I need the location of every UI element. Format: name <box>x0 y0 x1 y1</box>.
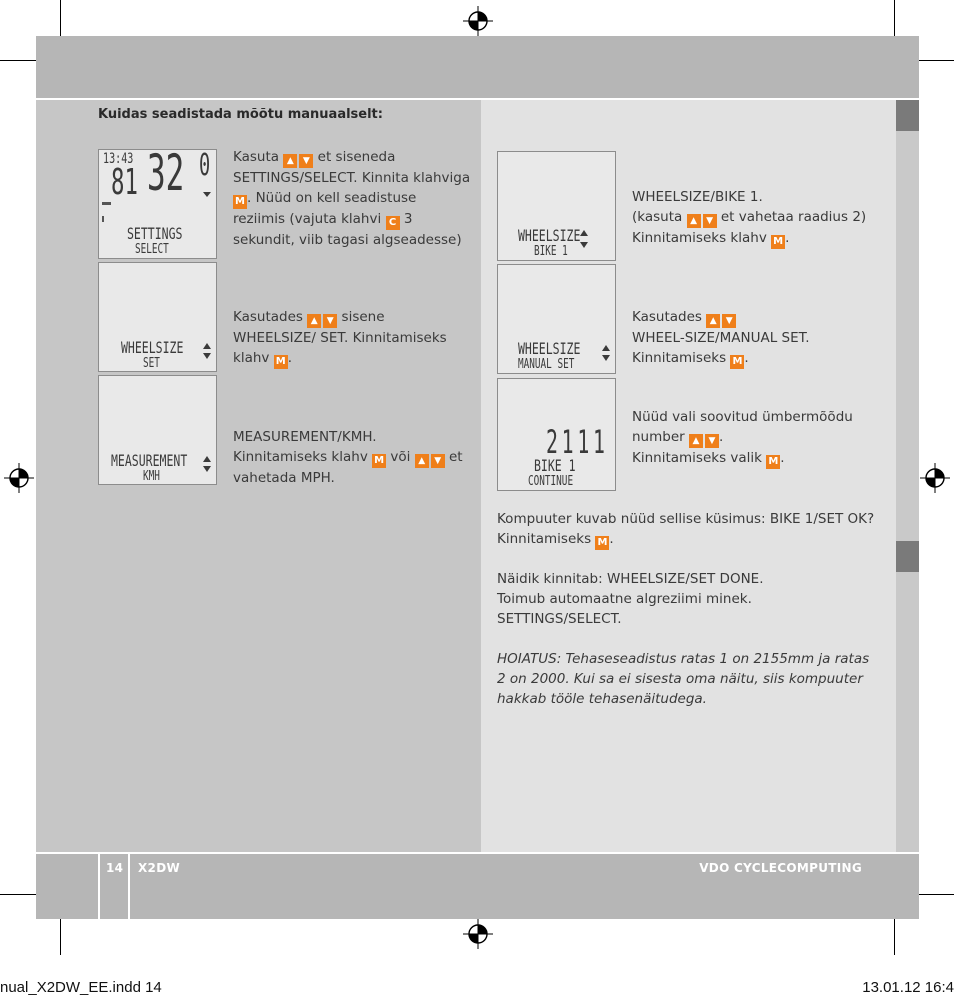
mode-key-icon: M <box>233 195 247 209</box>
down-arrow-icon <box>99 150 218 260</box>
step-description: Kasuta ▲▼ et siseneda SETTINGS/SELECT. Kinnita klahviga M . Nüüd on kell seadistuse reziimis (vajuta klahvi C 3 sekundit, viib tagasi algseadesse) <box>233 147 471 250</box>
model-name: X2DW <box>138 861 180 875</box>
down-key-icon <box>703 214 717 228</box>
section-heading: Kuidas seadistada mõõtu manuaalselt: <box>98 107 383 122</box>
crop-mark <box>60 0 61 36</box>
down-key-icon <box>299 154 313 168</box>
section-tab <box>896 100 919 131</box>
mode-key-icon: M <box>730 355 744 369</box>
display-odometer: 81 <box>111 162 138 203</box>
up-key-icon <box>687 214 701 228</box>
display-line1: WHEELSIZE <box>121 338 184 357</box>
display-line2: SELECT <box>135 242 169 257</box>
display-line1: SETTINGS <box>127 224 183 243</box>
divider <box>98 854 100 921</box>
display-bike1-continue <box>497 378 616 491</box>
section-tab <box>896 541 919 572</box>
display-line1: WHEELSIZE <box>518 226 581 245</box>
display-wheelsize-set <box>98 262 217 372</box>
display-line2: BIKE 1 <box>534 244 568 259</box>
up-key-icon <box>307 314 321 328</box>
crop-mark <box>894 0 895 36</box>
up-down-arrows-icon <box>99 263 218 373</box>
display-wheelsize-manual-set <box>497 264 616 374</box>
down-key-icon <box>431 454 445 468</box>
page-footer <box>36 852 919 919</box>
display-measurement-kmh <box>98 375 217 485</box>
mode-key-icon: M <box>372 454 386 468</box>
file-slug: nual_X2DW_EE.indd 14 <box>0 979 162 996</box>
display-wheelsize-bike1 <box>497 151 616 261</box>
clear-key-icon: C <box>386 216 400 230</box>
crop-mark <box>894 919 895 955</box>
registration-mark-icon <box>920 463 950 493</box>
mode-key-icon: M <box>766 455 780 469</box>
step-description: Nüüd vali soovitud ümbermõõdu number ▲▼ . Kinnitamiseks valik M . <box>632 407 882 469</box>
crop-mark <box>918 894 954 895</box>
display-line1: BIKE 1 <box>534 456 576 475</box>
done-paragraph: Näidik kinnitab: WHEELSIZE/SET DONE. Toimub automaatne algreziimi minek. SETTINGS/SELECT. <box>497 571 764 627</box>
step-description: MEASUREMENT/KMH. Kinnitamiseks klahv M või ▲▼ et vahetada MPH. <box>233 427 471 488</box>
crop-mark <box>60 919 61 955</box>
up-down-arrows-icon <box>498 152 617 262</box>
up-down-arrows-icon <box>99 376 218 486</box>
up-key-icon <box>283 154 297 168</box>
step-description: Kasutades ▲▼ sisene WHEELSIZE/ SET. Kinnitamiseks klahv M . <box>233 307 471 369</box>
up-key-icon <box>415 454 429 468</box>
display-line2: SET <box>143 356 160 371</box>
date-slug: 13.01.12 16:4 <box>862 979 954 996</box>
mode-key-icon: M <box>595 536 609 550</box>
step-description: Kasutades ▲▼ WHEEL-SIZE/MANUAL SET. Kinnitamiseks M . <box>632 307 882 369</box>
display-line1: MEASUREMENT <box>111 451 188 470</box>
registration-mark-icon <box>463 6 493 36</box>
up-key-icon <box>689 434 703 448</box>
display-line1: WHEELSIZE <box>518 339 581 358</box>
page-number: 14 <box>106 861 124 875</box>
display-value: 2111 <box>546 423 609 461</box>
registration-mark-icon <box>4 463 34 493</box>
header-band <box>36 36 919 98</box>
down-key-icon <box>705 434 719 448</box>
display-speed: 32 <box>147 144 185 202</box>
divider <box>128 854 130 921</box>
mode-key-icon: M <box>274 355 288 369</box>
up-key-icon <box>706 314 720 328</box>
crop-mark <box>918 60 954 61</box>
display-line2: KMH <box>143 469 160 484</box>
confirm-paragraph: Kompuuter kuvab nüüd sellise küsimus: BIKE 1/SET OK? Kinnitamiseks M . <box>497 511 875 548</box>
up-down-arrows-icon <box>498 265 617 375</box>
step-description: WHEELSIZE/BIKE 1. (kasuta ▲▼ et vahetaa raadius 2) Kinnitamiseks klahv M . <box>632 187 882 249</box>
side-strip <box>896 100 919 852</box>
crop-mark <box>0 894 36 895</box>
warning-paragraph: HOIATUS: Tehaseseadistus ratas 1 on 2155mm ja ratas 2 on 2000. Kui sa ei sisesta oma näitu, siis kompuuter hakkab tööle tehasenäitudega. <box>497 651 870 707</box>
display-line2: MANUAL SET <box>518 357 575 372</box>
display-line2: CONTINUE <box>528 474 574 489</box>
mode-key-icon: M <box>771 235 785 249</box>
down-key-icon <box>722 314 736 328</box>
display-time: 13:43 <box>103 151 134 167</box>
down-key-icon <box>323 314 337 328</box>
registration-mark-icon <box>463 919 493 949</box>
crop-mark <box>0 60 36 61</box>
display-speed-decimal: 0 <box>199 148 211 183</box>
display-settings-select <box>98 144 217 259</box>
brand-name: VDO CYCLECOMPUTING <box>699 861 862 875</box>
